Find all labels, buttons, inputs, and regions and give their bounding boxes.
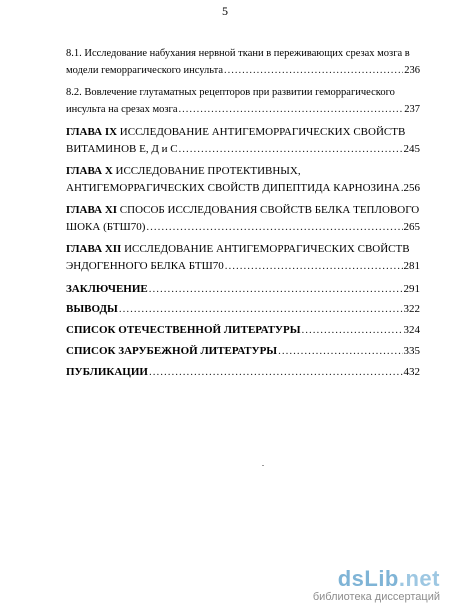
- table-of-contents: [66, 46, 420, 385]
- toc-page-number: 245: [403, 142, 420, 155]
- toc-page-number: 432: [403, 365, 420, 378]
- page-number: 5: [222, 4, 228, 18]
- toc-chapter-10: [66, 163, 420, 197]
- dot-leader: [178, 102, 403, 119]
- dot-leader: [119, 301, 403, 318]
- watermark: [313, 567, 440, 604]
- toc-page-number: 322: [403, 303, 420, 316]
- toc-entry-text: ПУБЛИКАЦИИ: [66, 365, 148, 378]
- watermark-logo-main: dsLib: [337, 566, 399, 591]
- toc-chapter-11: [66, 202, 420, 236]
- dot-leader: [225, 258, 403, 275]
- toc-entry-text: ЭНДОГЕННОГО БЕЛКА БТШ70: [66, 260, 224, 273]
- watermark-subtitle: библиотека диссертаций: [312, 591, 440, 603]
- toc-entry-text: ВЫВОДЫ: [66, 303, 118, 316]
- toc-publications: [66, 364, 420, 381]
- toc-chapter-12: [66, 241, 420, 275]
- dot-leader: [149, 364, 403, 381]
- toc-findings: [66, 301, 420, 318]
- toc-entry-text: СПОСОБ ИССЛЕДОВАНИЯ СВОЙСТВ БЕЛКА ТЕПЛОВОГО: [117, 204, 420, 217]
- chapter-label: ГЛАВА Х: [66, 165, 113, 178]
- chapter-label: ГЛАВА XI: [66, 204, 118, 217]
- toc-page-number: 256: [403, 182, 420, 195]
- toc-page-number: 236: [404, 64, 420, 76]
- chapter-label: ГЛАВА IX: [66, 126, 118, 139]
- toc-entry-text: модели геморрагического инсульта: [66, 64, 224, 76]
- toc-page-number: 265: [403, 221, 420, 234]
- toc-entry-text: 8.2. Вовлечение глутаматных рецепторов при развитии геморрагического: [66, 87, 395, 99]
- toc-entry-text: ИССЛЕДОВАНИЕ АНТИГЕМОРРАГИЧЕСКИХ СВОЙСТВ: [117, 126, 406, 139]
- toc-chapter-9: [66, 124, 420, 158]
- toc-entry-text: СПИСОК ЗАРУБЕЖНОЙ ЛИТЕРАТУРЫ: [66, 344, 278, 357]
- dot-leader: [146, 219, 402, 236]
- toc-domestic-literature: [66, 322, 420, 339]
- dot-leader: [401, 180, 403, 197]
- toc-foreign-literature: [66, 343, 420, 360]
- toc-entry-8-1: [66, 46, 420, 80]
- toc-entry-text: ИССЛЕДОВАНИЕ АНТИГЕМОРРАГИЧЕСКИХ СВОЙСТВ: [121, 243, 410, 256]
- scan-speck: [262, 465, 264, 466]
- toc-page-number: 237: [404, 103, 420, 115]
- toc-entry-text: ЗАКЛЮЧЕНИЕ: [66, 282, 148, 295]
- watermark-logo-tld: .net: [398, 566, 440, 591]
- toc-conclusion: [66, 281, 420, 298]
- dot-leader: [179, 141, 403, 158]
- toc-entry-text: ШОКА (БТШ70): [66, 221, 146, 234]
- toc-page-number: 324: [403, 324, 420, 337]
- toc-entry-text: инсульта на срезах мозга: [66, 103, 178, 115]
- toc-entry-text: ВИТАМИНОВ Е, Д и С: [66, 142, 178, 155]
- dot-leader: [149, 281, 403, 298]
- toc-entry-text: СПИСОК ОТЕЧЕСТВЕННОЙ ЛИТЕРАТУРЫ: [66, 324, 301, 337]
- toc-page-number: 281: [403, 260, 420, 273]
- dot-leader: [224, 63, 403, 80]
- toc-page-number: 291: [403, 282, 420, 295]
- toc-entry-text: ИССЛЕДОВАНИЕ ПРОТЕКТИВНЫХ,: [112, 165, 301, 178]
- watermark-logo: [313, 567, 440, 591]
- toc-entry-text: АНТИГЕМОРРАГИЧЕСКИХ СВОЙСТВ ДИПЕПТИДА КАРНОЗИНА: [66, 182, 400, 195]
- dot-leader: [302, 322, 403, 339]
- dot-leader: [278, 343, 402, 360]
- toc-entry-8-2: [66, 85, 420, 119]
- toc-entry-text: 8.1. Исследование набухания нервной ткани в переживающих срезах мозга в: [66, 48, 410, 59]
- chapter-label: ГЛАВА XII: [66, 243, 122, 256]
- toc-page-number: 335: [403, 344, 420, 357]
